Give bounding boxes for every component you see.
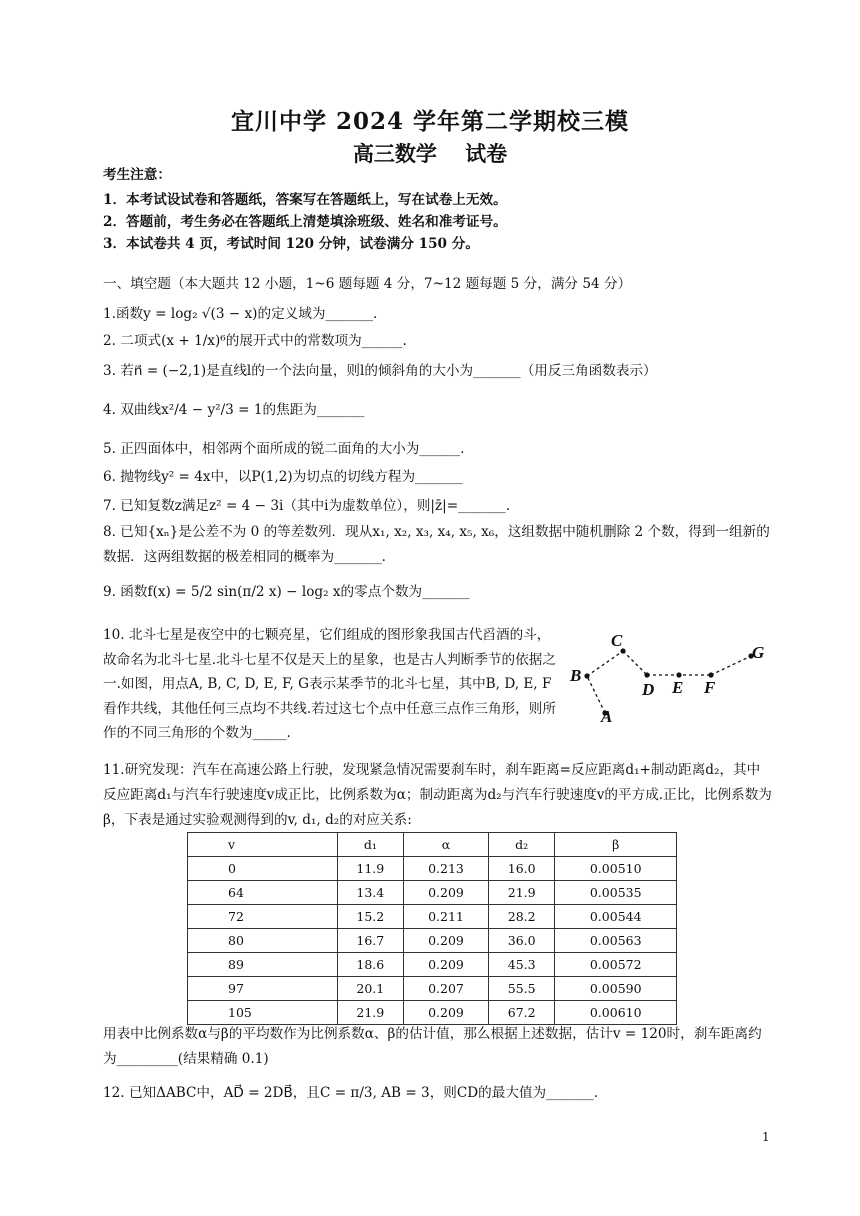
table-cell: 97	[188, 977, 338, 1001]
page-title: 宜川中学 2024 学年第二学期校三模	[230, 108, 630, 135]
table-cell: 0.209	[404, 953, 489, 977]
table-cell: 89	[188, 953, 338, 977]
question-6: 6. 抛物线y² = 4x中，以P(1,2)为切点的切线方程为_______	[103, 469, 463, 485]
notice-item: 3．本试卷共 4 页，考试时间 120 分钟，试卷满分 150 分。	[103, 236, 479, 252]
table-cell: 80	[188, 929, 338, 953]
table-row	[188, 929, 677, 953]
table-cell: 45.3	[488, 953, 555, 977]
label-E: E	[672, 678, 684, 697]
data-table	[187, 832, 677, 1025]
notice-item: 1．本考试设试卷和答题纸，答案写在答题纸上，写在试卷上无效。	[103, 192, 507, 208]
table-cell: 0.213	[404, 857, 489, 881]
table-cell: 18.6	[337, 953, 404, 977]
question-7: 7. 已知复数z满足z² = 4 − 3i（其中i为虚数单位），则|z̄|=_______.	[103, 498, 511, 514]
question-3: 3. 若n⃗ = (−2,1)是直线l的一个法向量，则l的倾斜角的大小为_______（用反三角函数表示）	[103, 363, 657, 379]
table-cell: 72	[188, 905, 338, 929]
table-header: d₁	[337, 833, 404, 857]
question-11-followup: 用表中比例系数α与β的平均数作为比例系数α、β的估计值，那么根据上述数据，估计v = 120时，刹车距离约为_________(结果精确 0.1)	[103, 1026, 762, 1067]
table-cell: 0.00544	[555, 905, 677, 929]
question-2: 2. 二项式(x + 1/x)⁶的展开式中的常数项为______.	[103, 333, 407, 349]
question-10: 10. 北斗七星是夜空中的七颗亮星，它们组成的图形象我国古代舀酒的斗，故命名为北斗七星.北斗七星不仅是天上的星象，也是古人判断季节的依据之一.如图，用点A, B, C, D, E, F, G表示某季节的北斗七星，其中B, D, E, F看作共线，其他任何三点均不共线.若过这七个点中任意三点作三角形，则所作的不同三角形的个数为_____.	[103, 627, 556, 741]
table-cell: 0.211	[404, 905, 489, 929]
star-E	[676, 672, 681, 677]
label-F: F	[704, 678, 716, 697]
notice-heading: 考生注意：	[103, 167, 171, 183]
question-4: 4. 双曲线x²/4 − y²/3 = 1的焦距为_______	[103, 402, 365, 418]
table-row	[188, 1001, 677, 1025]
table-cell: 20.1	[337, 977, 404, 1001]
star-F	[708, 672, 713, 677]
table-header: v	[188, 833, 338, 857]
table-cell: 0.209	[404, 929, 489, 953]
star-D	[644, 672, 649, 677]
label-D: D	[642, 680, 655, 699]
table-cell: 16.0	[488, 857, 555, 881]
page-number: 1	[762, 1130, 770, 1144]
table-cell: 0.00610	[555, 1001, 677, 1025]
question-12: 12. 已知ΔABC中，AD⃗ = 2DB⃗，且C = π/3, AB = 3，则CD的最大值为_______.	[103, 1085, 599, 1101]
table-header-row	[188, 833, 677, 857]
table-cell: 11.9	[337, 857, 404, 881]
label-B: B	[570, 666, 582, 685]
table-cell: 55.5	[488, 977, 555, 1001]
table-cell: 105	[188, 1001, 338, 1025]
label-G: G	[752, 643, 765, 662]
section-heading: 一、填空题（本大题共 12 小题，1~6 题每题 4 分，7~12 题每题 5 分，满分 54 分）	[103, 276, 632, 292]
page-subtitle: 高三数学 试卷	[352, 141, 508, 166]
label-C: C	[611, 631, 623, 650]
question-1: 1.函数y = log₂ √(3 − x)的定义域为_______.	[103, 306, 378, 322]
table-cell: 0.00510	[555, 857, 677, 881]
table-cell: 28.2	[488, 905, 555, 929]
table-cell: 0.209	[404, 881, 489, 905]
table-cell: 0.00590	[555, 977, 677, 1001]
table-cell: 36.0	[488, 929, 555, 953]
table-cell: 0.209	[404, 1001, 489, 1025]
table-row	[188, 881, 677, 905]
table-cell: 67.2	[488, 1001, 555, 1025]
table-row	[188, 977, 677, 1001]
table-cell: 0	[188, 857, 338, 881]
notice-item: 2．答题前，考生务必在答题纸上清楚填涂班级、姓名和准考证号。	[103, 214, 507, 230]
big-dipper-figure	[565, 630, 775, 730]
label-A: A	[601, 707, 613, 726]
table-row	[188, 905, 677, 929]
table-cell: 16.7	[337, 929, 404, 953]
table-cell: 64	[188, 881, 338, 905]
question-11: 11.研究发现：汽车在高速公路上行驶，发现紧急情况需要刹车时，刹车距离=反应距离d₁+制动距离d₂，其中反应距离d₁与汽车行驶速度v成正比，比例系数为α；制动距离为d₂与汽车行驶速度v的平方成.正比，比例系数为β，下表是通过实验观测得到的v, d₁, d₂的对应关系:	[103, 762, 772, 828]
table-row	[188, 953, 677, 977]
table-cell: 0.00563	[555, 929, 677, 953]
star-B	[584, 673, 589, 678]
table-header: β	[555, 833, 677, 857]
question-8: 8. 已知{xₙ}是公差不为 0 的等差数列．现从x₁, x₂, x₃, x₄, x₅, x₆，这组数据中随机删除 2 个数，得到一组新的数据．这两组数据的极差相同的概率为_______.	[103, 524, 770, 565]
table-cell: 13.4	[337, 881, 404, 905]
table-cell: 0.00535	[555, 881, 677, 905]
table-cell: 0.207	[404, 977, 489, 1001]
table-cell: 15.2	[337, 905, 404, 929]
question-9: 9. 函数f(x) = 5/2 sin(π/2 x) − log₂ x的零点个数为_______	[103, 584, 470, 600]
table-header: d₂	[488, 833, 555, 857]
question-5: 5. 正四面体中，相邻两个面所成的锐二面角的大小为______.	[103, 441, 465, 457]
table-cell: 0.00572	[555, 953, 677, 977]
table-header: α	[404, 833, 489, 857]
table-row	[188, 857, 677, 881]
table-cell: 21.9	[337, 1001, 404, 1025]
table-cell: 21.9	[488, 881, 555, 905]
